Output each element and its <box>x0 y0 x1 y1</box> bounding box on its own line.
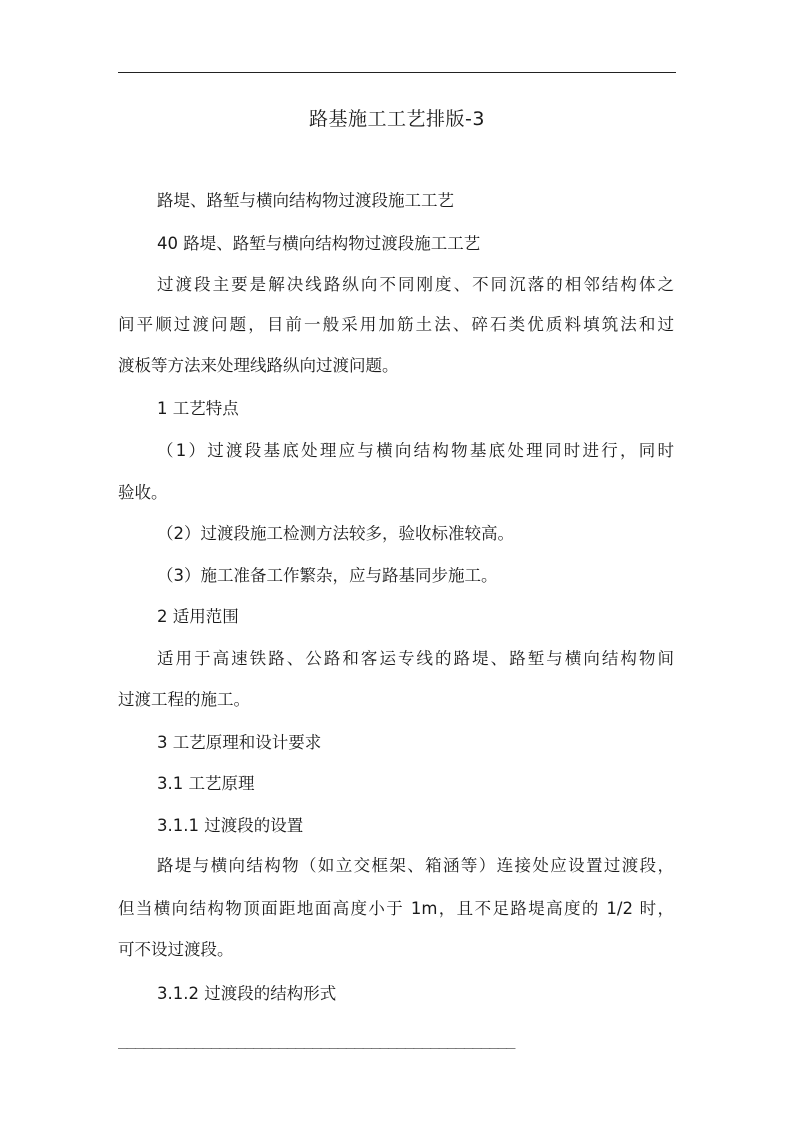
paragraph-line: 但当横向结构物顶面距地面高度小于 1m，且不足路堤高度的 1/2 时， <box>118 899 674 918</box>
section-heading-numbered: 40 路堤、路堑与横向结构物过渡段施工工艺 <box>157 234 481 253</box>
section-heading: 路堤、路堑与横向结构物过渡段施工工艺 <box>157 191 454 210</box>
footer-rule: _______________________________________________ <box>118 1030 515 1049</box>
subheading: 3.1 工艺原理 <box>157 774 255 793</box>
paragraph-line: 可不设过渡段。 <box>118 940 234 959</box>
paragraph-line: 过渡工程的施工。 <box>118 690 250 709</box>
list-item-continuation: 验收。 <box>118 483 168 502</box>
subheading: 3 工艺原理和设计要求 <box>157 733 322 752</box>
subheading: 3.1.2 过渡段的结构形式 <box>157 984 337 1003</box>
paragraph-line: 适用于高速铁路、公路和客运专线的路堤、路堑与横向结构物间 <box>157 649 674 668</box>
paragraph-line: 间平顺过渡问题，目前一般采用加筋土法、碎石类优质料填筑法和过 <box>118 315 674 334</box>
paragraph-line: 路堤与横向结构物（如立交框架、箱涵等）连接处应设置过渡段， <box>157 856 674 875</box>
subheading: 1 工艺特点 <box>157 399 239 418</box>
paragraph-line: 过渡段主要是解决线路纵向不同刚度、不同沉落的相邻结构体之 <box>157 275 674 294</box>
subheading: 3.1.1 过渡段的设置 <box>157 816 304 835</box>
paragraph-line: 渡板等方法来处理线路纵向过渡问题。 <box>118 356 399 375</box>
document-title: 路基施工工艺排版-3 <box>309 108 485 130</box>
list-item: （2）过渡段施工检测方法较多，验收标准较高。 <box>157 524 514 543</box>
list-item: （3）施工准备工作繁杂，应与路基同步施工。 <box>157 566 498 585</box>
list-item: （1）过渡段基底处理应与横向结构物基底处理同时进行，同时 <box>157 441 674 460</box>
header-rule <box>118 72 676 73</box>
subheading: 2 适用范围 <box>157 607 239 626</box>
